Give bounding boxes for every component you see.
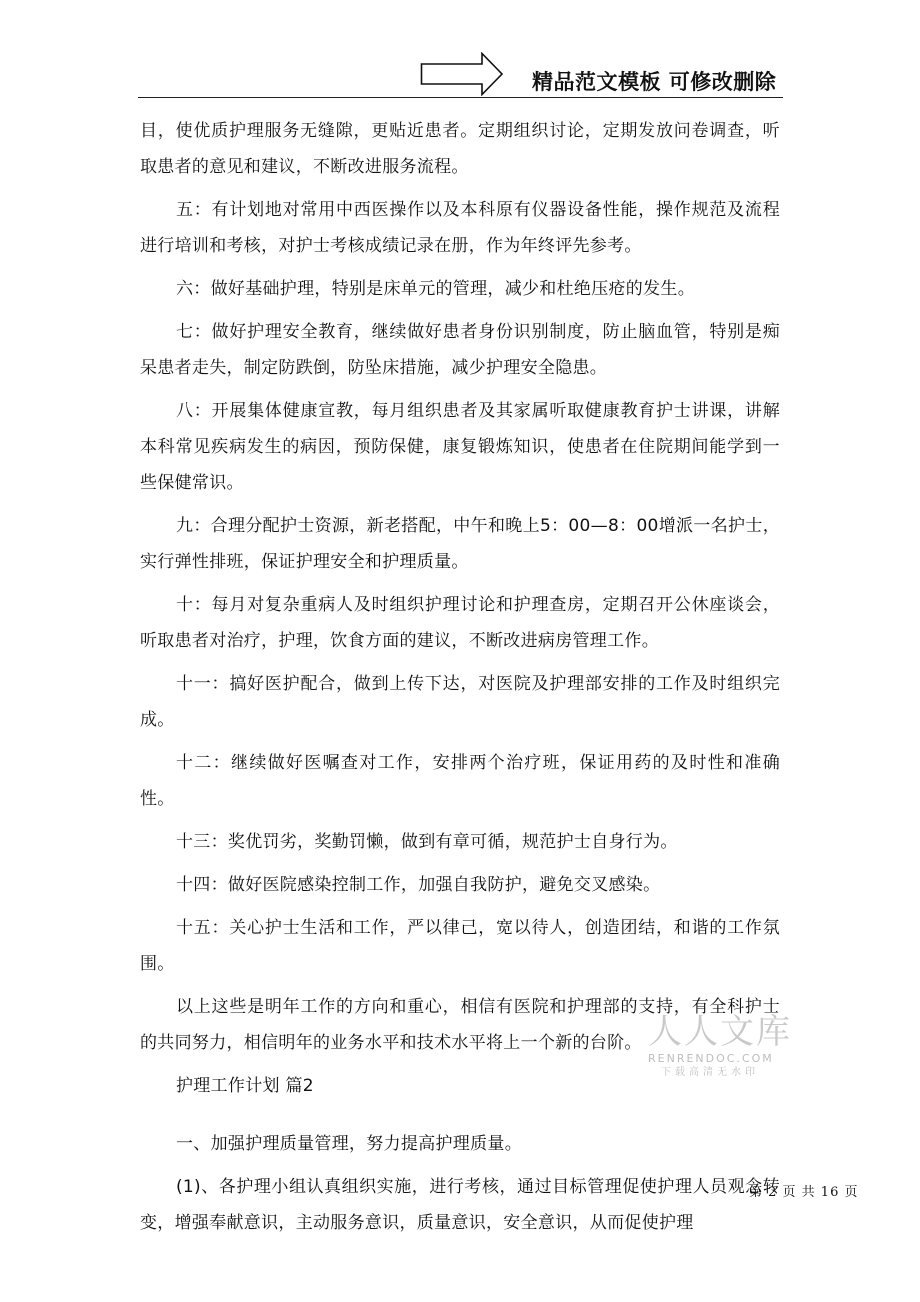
arrow-right-icon [420,52,504,96]
paragraph-item-12: 十二：继续做好医嘱查对工作，安排两个治疗班，保证用药的及时性和准确性。 [140,753,780,809]
paragraph-continuation: 目，使优质护理服务无缝隙，更贴近患者。定期组织讨论，定期发放问卷调查，听取患者的意见和建议，不断改进服务流程。 [140,121,780,177]
watermark-main-text: 人人文库 [648,1012,792,1052]
paragraph-item-5: 五：有计划地对常用中西医操作以及本科原有仪器设备性能，操作规范及流程进行培训和考核，对护士考核成绩记录在册，作为年终评先参考。 [140,200,780,256]
paragraph-item-9: 九：合理分配护士资源，新老搭配，中午和晚上5：00—8：00增派一名护士，实行弹性排班，保证护理安全和护理质量。 [140,516,780,572]
paragraph-item-8: 八：开展集体健康宣教，每月组织患者及其家属听取健康教育护士讲课，讲解本科常见疾病发生的病因，预防保健，康复锻炼知识，使患者在住院期间能学到一些保健常识。 [140,401,780,493]
watermark-subtitle: 下载高清无水印 [661,1067,759,1078]
paragraph-conclusion: 以上这些是明年工作的方向和重心，相信有医院和护理部的支持，有全科护士的共同努力，相信明年的业务水平和技术水平将上一个新的台阶。 [140,997,780,1053]
paragraph-item-13: 十三：奖优罚劣，奖勤罚懒，做到有章可循，规范护士自身行为。 [176,832,678,852]
watermark-logo [648,1012,792,1080]
page-header [0,0,920,100]
header-divider [138,97,783,98]
section-heading: 护理工作计划 篇2 [176,1076,314,1096]
watermark-url: RENRENDOC.COM [648,1052,774,1065]
paragraph-item-10: 十：每月对复杂重病人及时组织护理讨论和护理查房，定期召开公休座谈会，听取患者对治疗，护理，饮食方面的建议，不断改进病房管理工作。 [140,595,780,651]
paragraph-item-7: 七：做好护理安全教育，继续做好患者身份识别制度，防止脑血管，特别是痴呆患者走失，制定防跌倒，防坠床措施，减少护理安全隐患。 [140,322,780,378]
header-title: 精品范文模板 可修改删除 [532,70,777,94]
paragraph-item-11: 十一：搞好医护配合，做到上传下达，对医院及护理部安排的工作及时组织完成。 [140,674,780,730]
paragraph-item-6: 六：做好基础护理，特别是床单元的管理，减少和杜绝压疮的发生。 [176,279,695,299]
page-number: 第 2 页 共 16 页 [749,1185,859,1200]
paragraph-subitem-1: (1)、各护理小组认真组织实施，进行考核，通过目标管理促使护理人员观念转变，增强奉献意识，主动服务意识，质量意识，安全意识，从而促使护理 [140,1177,780,1233]
paragraph-section-1: 一、加强护理质量管理，努力提高护理质量。 [176,1134,522,1154]
paragraph-item-15: 十五：关心护士生活和工作，严以律己，宽以待人，创造团结，和谐的工作氛围。 [140,918,780,974]
paragraph-item-14: 十四：做好医院感染控制工作，加强自我防护，避免交叉感染。 [176,875,661,895]
